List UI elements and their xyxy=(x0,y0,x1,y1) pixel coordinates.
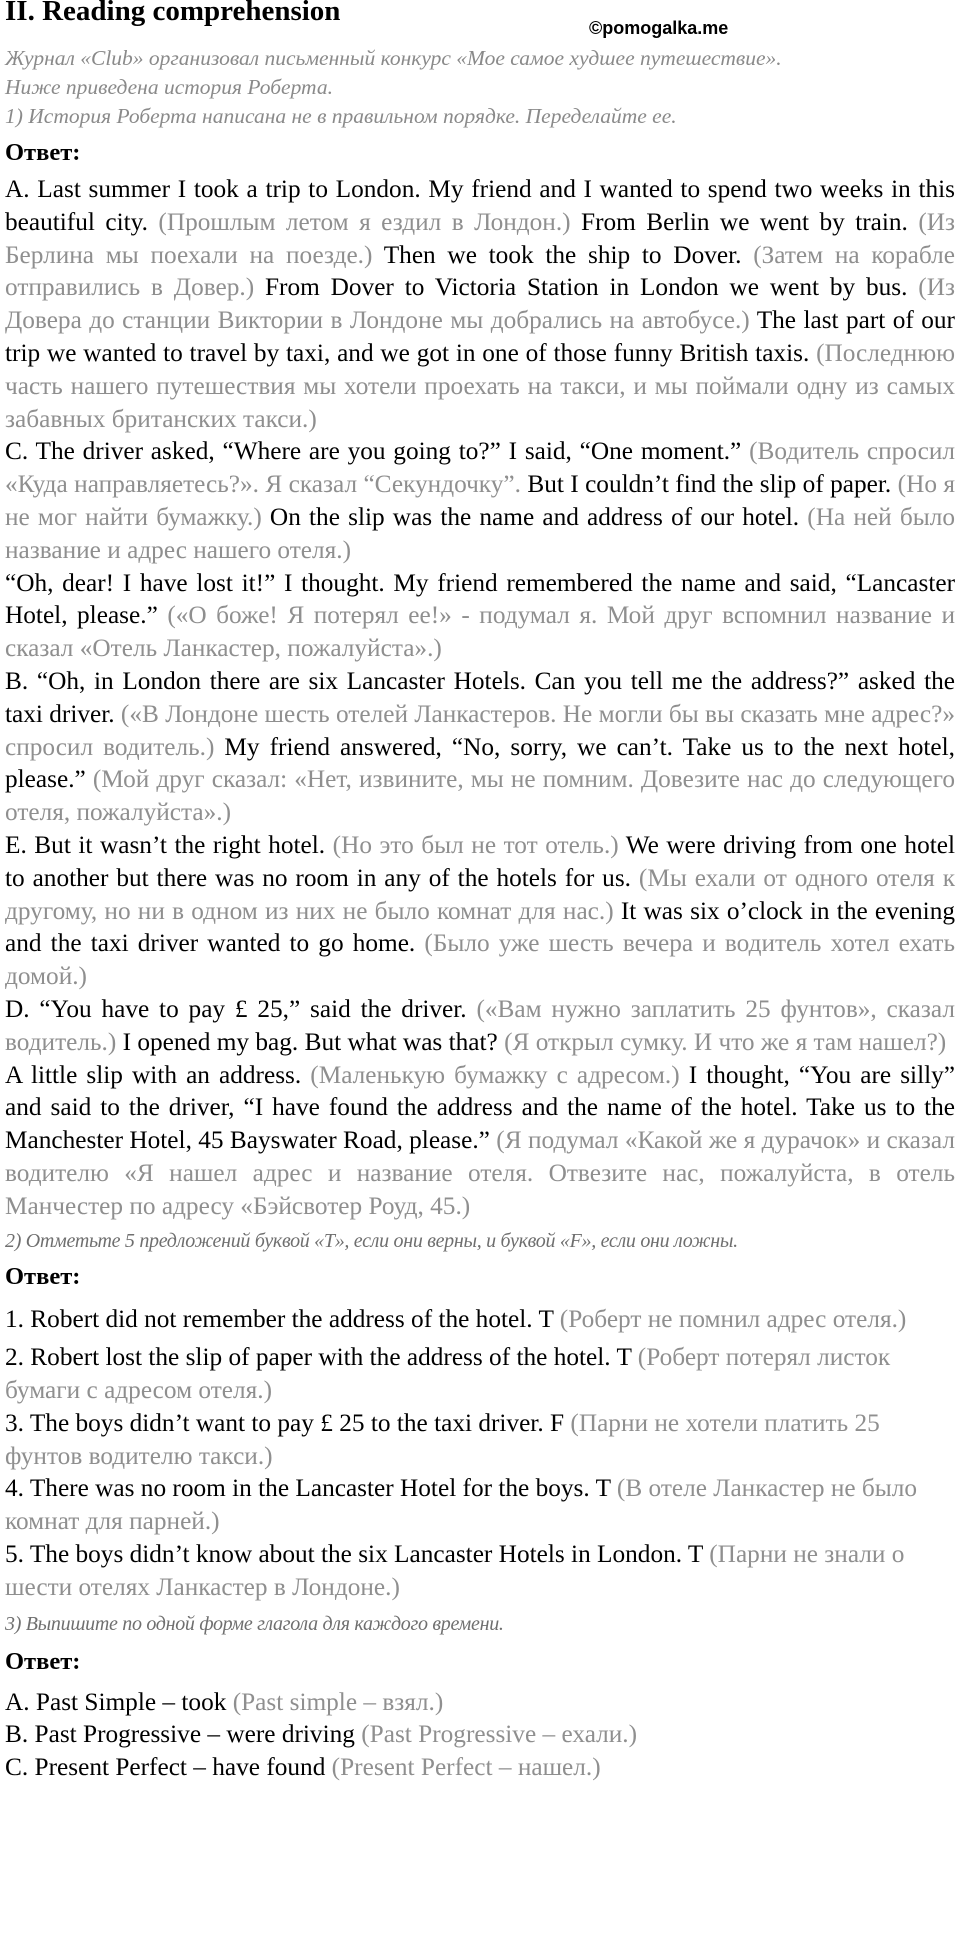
answer-label-1: Ответ: xyxy=(5,139,81,166)
translation-text: (Было уже шесть вечера и водитель хотел ехать домой.) xyxy=(5,929,955,991)
translation-text: (Из Довера до станции Виктории в Лондоне мы добрались на автобусе.) xyxy=(5,273,955,335)
header xyxy=(5,0,955,38)
english-text: But I couldn’t find the slip of paper. xyxy=(520,470,898,499)
english-text: From Berlin we went by train. xyxy=(570,207,919,236)
english-text: I thought, “You are silly” and said to the driver, “I have found the address and the name of the hotel. Take us to the Manchester Hotel, 45 Bayswater Road, please.” xyxy=(5,1060,955,1155)
translation-text: («В Лондоне шесть отелей Ланкастеров. Не могли бы вы сказать мне адрес?» спросил водитель.) xyxy=(5,699,955,761)
english-text: On the slip was the name and address of our hotel. xyxy=(261,502,808,531)
translation-text: (Мой друг сказал: «Нет, извините, мы не помним. Довезите нас до следующего отеля, пожалуйста».) xyxy=(5,765,955,827)
translation-text: (Past simple – взял.) xyxy=(232,1687,444,1716)
english-text: C. The driver asked, “Where are you going to?” I said, “One moment.” xyxy=(5,437,750,466)
english-text: My friend answered, “No, sorry, we can’t. Take us to the next hotel, please.” xyxy=(5,732,956,794)
translation-text: (Парни не хотели платить 25 фунтов водителю такси.) xyxy=(5,1408,880,1470)
translation-text: («Вам нужно заплатить 25 фунтов», сказал водитель.) xyxy=(5,994,955,1056)
translation-text: (Мы ехали от одного отеля к другому, но ни в одном из них не было комнат для нас.) xyxy=(5,863,956,925)
intro-line-1: Журнал «Club» организовал письменный конкурс «Мое самое худшее путешествие». xyxy=(5,46,782,70)
translation-text: (Водитель спросил «Куда направляетесь?». Я сказал “Секундочку”. xyxy=(5,437,955,499)
story-text xyxy=(5,173,955,1223)
answer-statement: 4. There was no room in the Lancaster Hotel for the boys. T xyxy=(5,1474,617,1503)
intro-line-2: Ниже приведена история Роберта. xyxy=(5,75,333,99)
translation-text: (На ней было название и адрес нашего отеля.) xyxy=(5,502,955,564)
english-text: A little slip with an address. xyxy=(5,1060,311,1089)
list-item xyxy=(5,1751,955,1784)
verb-tense-answers xyxy=(5,1686,955,1784)
translation-text: (Последнюю часть нашего путешествия мы хотели проехать на такси, и мы поймали одну из самых забавных британских такси.) xyxy=(5,338,955,433)
english-text: The last part of our trip we wanted to travel by taxi, and we got in one of those funny British taxis. xyxy=(5,306,955,367)
list-item xyxy=(5,1538,955,1604)
page xyxy=(5,0,955,1784)
answer-statement: 5. The boys didn’t know about the six Lancaster Hotels in London. T xyxy=(5,1540,710,1569)
translation-text: (Маленькую бумажку с адресом.) xyxy=(310,1060,680,1089)
tense-answer: A. Past Simple – took xyxy=(5,1687,233,1716)
tense-answer: B. Past Progressive – were driving xyxy=(5,1720,362,1749)
list-item xyxy=(5,1472,955,1538)
story-paragraph xyxy=(5,567,955,665)
translation-text: (Я подумал «Какой же я дурачок» и сказал водителю «Я нашел адрес и название отеля. Отвезите нас, пожалуйста, в отель Манчестер по адресу «Бэйсвотер Роуд, 45.) xyxy=(5,1126,955,1220)
list-item xyxy=(5,1686,955,1719)
list-item xyxy=(5,1407,955,1473)
task-3-instruction: 3) Выпишите по одной форме глагола для каждого времени. xyxy=(5,1612,504,1635)
translation-text: (Затем на корабле отправились в Довер.) xyxy=(5,240,956,302)
translation-text: (Из Берлина мы поехали на поезде.) xyxy=(5,207,955,269)
translation-text: (Но я не мог найти бумажку.) xyxy=(5,470,956,531)
translation-text: (Прошлым летом я ездил в Лондон.) xyxy=(158,207,571,236)
story-paragraph xyxy=(5,665,955,829)
translation-text: (Роберт потерял листок бумаги с адресом отеля.) xyxy=(5,1343,891,1405)
translation-text: (Past Progressive – ехали.) xyxy=(361,1720,638,1749)
translation-text: (Но это был не тот отель.) xyxy=(332,830,619,859)
site-watermark: ©pomogalka.me xyxy=(589,18,729,38)
tense-answer: C. Present Perfect – have found xyxy=(5,1753,332,1782)
task-2-instruction: 2) Отметьте 5 предложений буквой «T», если они верны, и буквой «F», если они ложны. xyxy=(5,1229,738,1252)
english-text: “Oh, dear! I have lost it!” I thought. My friend remembered the name and said, “Lancaster Hotel, please.” xyxy=(5,568,955,630)
list-item xyxy=(5,1341,955,1407)
translation-text: (Present Perfect – нашел.) xyxy=(331,1753,601,1782)
english-text: I opened my bag. But what was that? xyxy=(116,1027,505,1056)
list-item xyxy=(5,1718,955,1751)
story-paragraph xyxy=(5,829,955,993)
answer-statement: 2. Robert lost the slip of paper with the address of the hotel. T xyxy=(5,1343,638,1372)
english-text: From Dover to Victoria Station in London we went by bus. xyxy=(254,273,919,302)
answer-label-3: Ответ: xyxy=(5,1647,81,1675)
answer-label-2: Ответ: xyxy=(5,1262,81,1290)
answer-statement: 1. Robert did not remember the address of the hotel. T xyxy=(5,1304,560,1333)
page-title: II. Reading comprehension xyxy=(5,0,341,27)
english-text: B. “Oh, in London there are six Lancaster Hotels. Can you tell me the address?” asked the taxi driver. xyxy=(5,666,955,728)
task-1-instruction: 1) История Роберта написана не в правильном порядке. Переделайте ее. xyxy=(5,104,677,128)
translation-text: (Я открыл сумку. И что же я там нашел?) xyxy=(504,1027,947,1056)
english-text: Then we took the ship to Dover. xyxy=(372,240,754,269)
story-paragraph xyxy=(5,993,955,1059)
english-text: A. Last summer I took a trip to London. My friend and I wanted to spend two weeks in this beautiful city. xyxy=(5,175,955,236)
answer-statement: 3. The boys didn’t want to pay £ 25 to the taxi driver. F xyxy=(5,1408,571,1437)
english-text: It was six o’clock in the evening and the taxi driver wanted to go home. xyxy=(5,896,955,958)
story-paragraph xyxy=(5,1059,955,1223)
translation-text: (В отеле Ланкастер не было комнат для парней.) xyxy=(5,1474,918,1536)
translation-text: («О боже! Я потерял ее!» - подумал я. Мой друг вспомнил название и сказал «Отель Ланкастер, пожалуйста».) xyxy=(5,601,955,663)
english-text: E. But it wasn’t the right hotel. xyxy=(5,830,333,859)
translation-text: (Парни не знали о шести отелях Ланкастер в Лондоне.) xyxy=(5,1540,905,1601)
list-item xyxy=(5,1303,955,1336)
intro xyxy=(5,44,955,131)
story-paragraph xyxy=(5,435,955,566)
english-text: We were driving from one hotel to another but there was no room in any of the hotels for us. xyxy=(5,830,956,892)
translation-text: (Роберт не помнил адрес отеля.) xyxy=(559,1304,907,1333)
true-false-answers xyxy=(5,1303,955,1604)
english-text: D. “You have to pay £ 25,” said the driver. xyxy=(5,994,477,1023)
story-paragraph xyxy=(5,173,955,435)
